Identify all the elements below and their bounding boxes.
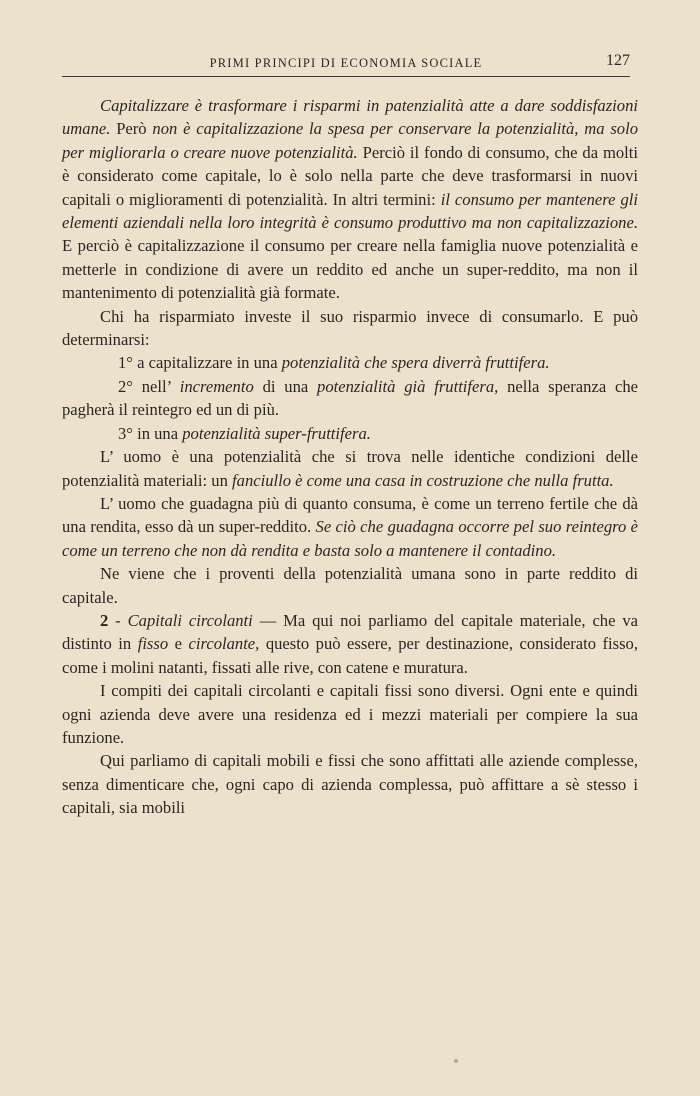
- text-run: fanciullo è come una casa in costruzione che nulla frutta.: [232, 470, 614, 490]
- text-run: 2: [100, 610, 109, 630]
- text-run: Però: [110, 119, 153, 139]
- text-run: nella speranza che pagherà il reintegro ed un di più.: [62, 376, 639, 420]
- text-run: questo può essere, per destinazione, considerato fisso, come i molini natanti, fissati alle rive, con catene e muratura.: [62, 634, 638, 677]
- text-run: e: [168, 634, 189, 654]
- text-run: L’ uomo è una potenzialità che si trova nelle identiche condizioni delle potenzialità materiali: un: [62, 447, 638, 490]
- paragraph: [62, 749, 638, 819]
- paragraph: [62, 94, 638, 305]
- text-run: potenzialità già fruttifera,: [317, 376, 499, 396]
- header-rule: [62, 76, 630, 77]
- text-run: 2° nell’: [118, 376, 180, 396]
- paragraph: [62, 562, 638, 609]
- paragraph: [62, 492, 638, 562]
- text-run: il consumo per mantenere gli elementi aziendali nella loro integrità è consumo produttivo ma non capitalizzazione.: [62, 189, 638, 233]
- text-run: di una: [253, 376, 318, 396]
- text-run: Capitali circolanti: [127, 610, 253, 630]
- text-run: — Ma qui noi parliamo del capitale materiale, che va distinto in: [62, 610, 639, 654]
- text-run: potenzialità che spera diverrà fruttifera.: [281, 353, 550, 373]
- paragraph: [62, 305, 638, 352]
- text-run: Capitalizzare è trasformare i risparmi in patenzialità atte a dare soddisfazioni umane.: [62, 96, 638, 139]
- text-run: 3° in una: [118, 423, 183, 443]
- paragraph: [62, 445, 638, 492]
- body-text: [62, 94, 638, 820]
- page-number: 127: [606, 52, 630, 69]
- paragraph: [62, 609, 638, 679]
- text-run: Qui parliamo di capitali mobili e fissi che sono affittati alle aziende complesse, senza dimenticare che, ogni capo di azienda complessa, può affittare a sè stesso i capitali, sia mobili: [62, 751, 638, 818]
- paper-spot: [454, 1059, 458, 1063]
- text-run: Ne viene che i proventi della potenzialità umana sono in parte reddito di capitale.: [62, 564, 638, 607]
- running-title: PRIMI PRINCIPI DI ECONOMIA SOCIALE: [209, 56, 483, 70]
- page-header: [62, 52, 630, 76]
- list-item: [62, 351, 638, 374]
- text-run: Se ciò che guadagna occorre pel suo reintegro è come un terreno che non dà rendita e basta solo a mantenere il contadino.: [62, 517, 638, 560]
- text-run: E perciò è capitalizzazione il consumo per creare nella famiglia nuove potenzialità e metterle in condizione di avere un reddito ed anche un super-reddito, ma non il mantenimento di potenzialità già formate.: [62, 236, 638, 303]
- paragraph: [62, 679, 638, 749]
- text-run: 1° a capitalizzare in una: [118, 353, 282, 373]
- text-run: -: [108, 610, 128, 630]
- list-item: [62, 375, 638, 422]
- text-run: incremento: [179, 376, 254, 396]
- text-run: circolante,: [188, 634, 260, 654]
- text-run: fisso: [137, 634, 169, 654]
- list-item: [62, 422, 638, 445]
- text-run: non è capitalizzazione la spesa per conservare la potenzialità, ma solo per migliorarla o creare nuove potenzialità.: [62, 119, 638, 162]
- text-run: Perciò il fondo di consumo, che da molti è considerato come capitale, lo è solo nella parte che deve trasformarsi in nuovi capitali o miglioramenti di potenzialità. In altri termini:: [62, 142, 638, 209]
- text-run: I compiti dei capitali circolanti e capitali fissi sono diversi. Ogni ente e quindi ogni azienda deve avere una residenza ed i mezzi materiali per compiere la sua funzione.: [62, 681, 638, 747]
- text-run: potenzialità super-fruttifera.: [182, 423, 371, 443]
- text-run: L’ uomo che guadagna più di quanto consuma, è come un terreno fertile che dà una rendita, esso dà un super-reddito.: [62, 493, 638, 537]
- text-run: Chi ha risparmiato investe il suo risparmio invece di consumarlo. E può determinarsi:: [62, 306, 638, 350]
